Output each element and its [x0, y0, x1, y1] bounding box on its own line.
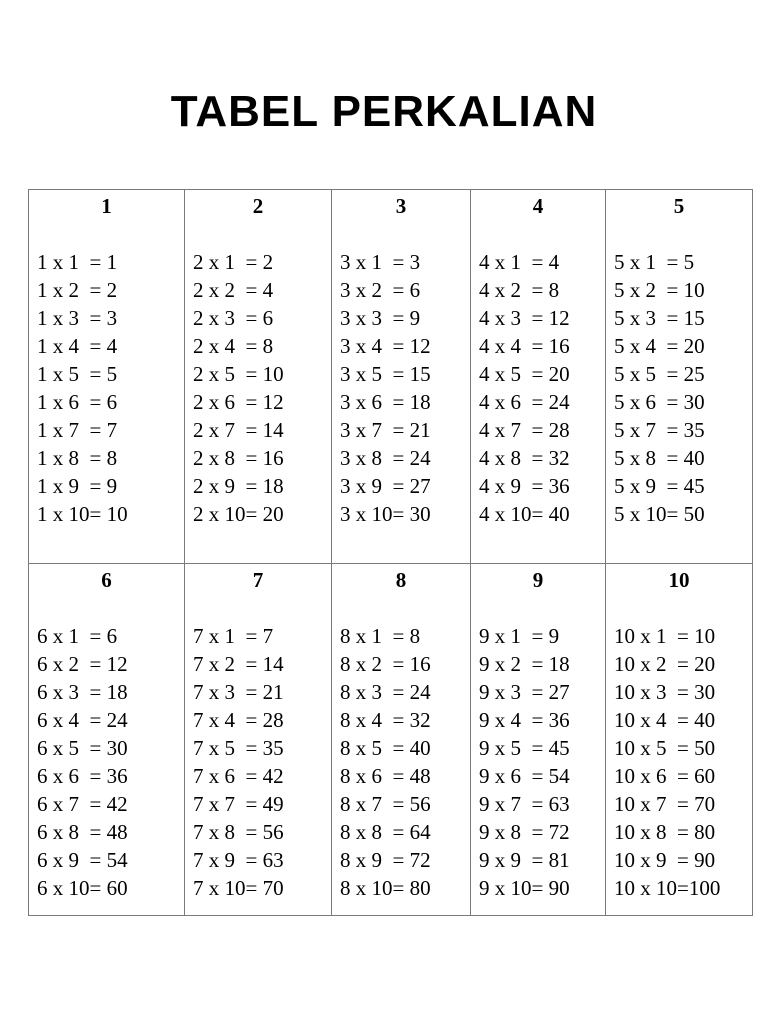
list-item: 1 x 8 = 8 — [37, 446, 118, 470]
list-item: 9 x 9 = 81 — [479, 848, 570, 872]
list-item: 8 x 2 = 16 — [340, 652, 431, 676]
list-item: 6 x 10= 60 — [37, 876, 128, 900]
multiplication-list — [37, 622, 184, 902]
list-item: 1 x 7 = 7 — [37, 418, 118, 442]
table-cell-5 — [606, 190, 753, 564]
table-cell-4 — [471, 190, 606, 564]
multiplication-list — [37, 248, 184, 528]
table-header: 9 — [532, 568, 544, 592]
list-item: 3 x 8 = 24 — [340, 446, 431, 470]
list-item: 7 x 4 = 28 — [193, 708, 284, 732]
table-cell-7 — [185, 564, 332, 916]
list-item: 8 x 4 = 32 — [340, 708, 431, 732]
list-item: 3 x 9 = 27 — [340, 474, 431, 498]
list-item: 7 x 3 = 21 — [193, 680, 284, 704]
list-item: 6 x 4 = 24 — [37, 708, 128, 732]
list-item: 9 x 7 = 63 — [479, 792, 570, 816]
list-item: 7 x 1 = 7 — [193, 624, 274, 648]
list-item: 6 x 8 = 48 — [37, 820, 128, 844]
list-item: 9 x 1 = 9 — [479, 624, 560, 648]
list-item: 1 x 4 = 4 — [37, 334, 118, 358]
list-item: 8 x 10= 80 — [340, 876, 431, 900]
list-item: 6 x 1 = 6 — [37, 624, 118, 648]
list-item: 4 x 1 = 4 — [479, 250, 560, 274]
list-item: 3 x 4 = 12 — [340, 334, 431, 358]
list-item: 3 x 1 = 3 — [340, 250, 421, 274]
table-cell-6 — [29, 564, 185, 916]
list-item: 5 x 4 = 20 — [614, 334, 705, 358]
list-item: 4 x 7 = 28 — [479, 418, 570, 442]
list-item: 4 x 8 = 32 — [479, 446, 570, 470]
list-item: 1 x 2 = 2 — [37, 278, 118, 302]
list-item: 9 x 4 = 36 — [479, 708, 570, 732]
list-item: 10 x 8 = 80 — [614, 820, 716, 844]
list-item: 6 x 6 = 36 — [37, 764, 128, 788]
list-item: 8 x 6 = 48 — [340, 764, 431, 788]
multiplication-list — [193, 622, 331, 902]
list-item: 2 x 7 = 14 — [193, 418, 284, 442]
list-item: 10 x 2 = 20 — [614, 652, 716, 676]
table-header: 3 — [395, 194, 407, 218]
list-item: 1 x 6 = 6 — [37, 390, 118, 414]
table-cell-8 — [332, 564, 471, 916]
table-cell-9 — [471, 564, 606, 916]
list-item: 10 x 4 = 40 — [614, 708, 716, 732]
list-item: 3 x 6 = 18 — [340, 390, 431, 414]
list-item: 4 x 6 = 24 — [479, 390, 570, 414]
list-item: 4 x 10= 40 — [479, 502, 570, 526]
multiplication-list — [614, 248, 752, 528]
table-header: 6 — [101, 568, 112, 592]
list-item: 4 x 2 = 8 — [479, 278, 560, 302]
list-item: 9 x 8 = 72 — [479, 820, 570, 844]
list-item: 3 x 2 = 6 — [340, 278, 421, 302]
list-item: 3 x 5 = 15 — [340, 362, 431, 386]
list-item: 5 x 8 = 40 — [614, 446, 705, 470]
multiplication-table — [28, 189, 753, 916]
list-item: 3 x 7 = 21 — [340, 418, 431, 442]
list-item: 6 x 2 = 12 — [37, 652, 128, 676]
list-item: 2 x 9 = 18 — [193, 474, 284, 498]
list-item: 5 x 6 = 30 — [614, 390, 705, 414]
list-item: 4 x 4 = 16 — [479, 334, 570, 358]
list-item: 2 x 2 = 4 — [193, 278, 274, 302]
list-item: 10 x 7 = 70 — [614, 792, 716, 816]
list-item: 7 x 5 = 35 — [193, 736, 284, 760]
list-item: 5 x 5 = 25 — [614, 362, 705, 386]
multiplication-list — [340, 622, 470, 902]
list-item: 1 x 10= 10 — [37, 502, 128, 526]
table-cell-1 — [29, 190, 185, 564]
list-item: 5 x 3 = 15 — [614, 306, 705, 330]
list-item: 8 x 7 = 56 — [340, 792, 431, 816]
list-item: 9 x 3 = 27 — [479, 680, 570, 704]
list-item: 2 x 5 = 10 — [193, 362, 284, 386]
list-item: 5 x 9 = 45 — [614, 474, 705, 498]
multiplication-list — [479, 248, 605, 528]
list-item: 4 x 9 = 36 — [479, 474, 570, 498]
table-cell-2 — [185, 190, 332, 564]
list-item: 1 x 9 = 9 — [37, 474, 118, 498]
list-item: 6 x 7 = 42 — [37, 792, 128, 816]
list-item: 4 x 3 = 12 — [479, 306, 570, 330]
list-item: 1 x 3 = 3 — [37, 306, 118, 330]
list-item: 2 x 4 = 8 — [193, 334, 274, 358]
list-item: 2 x 1 = 2 — [193, 250, 274, 274]
list-item: 2 x 6 = 12 — [193, 390, 284, 414]
table-header: 5 — [673, 194, 685, 218]
list-item: 8 x 1 = 8 — [340, 624, 421, 648]
list-item: 1 x 1 = 1 — [37, 250, 118, 274]
list-item: 10 x 10=100 — [614, 876, 721, 900]
list-item: 7 x 8 = 56 — [193, 820, 284, 844]
list-item: 7 x 7 = 49 — [193, 792, 284, 816]
list-item: 7 x 6 = 42 — [193, 764, 284, 788]
list-item: 5 x 2 = 10 — [614, 278, 705, 302]
list-item: 7 x 9 = 63 — [193, 848, 284, 872]
list-item: 10 x 6 = 60 — [614, 764, 716, 788]
list-item: 4 x 5 = 20 — [479, 362, 570, 386]
list-item: 2 x 3 = 6 — [193, 306, 274, 330]
table-row — [29, 564, 753, 916]
multiplication-list — [614, 622, 752, 902]
list-item: 6 x 9 = 54 — [37, 848, 128, 872]
list-item: 5 x 1 = 5 — [614, 250, 695, 274]
list-item: 9 x 10= 90 — [479, 876, 570, 900]
table-cell-10 — [606, 564, 753, 916]
table-header: 4 — [532, 194, 544, 218]
list-item: 3 x 3 = 9 — [340, 306, 421, 330]
table-header: 1 — [101, 194, 112, 218]
list-item: 9 x 5 = 45 — [479, 736, 570, 760]
list-item: 10 x 9 = 90 — [614, 848, 716, 872]
list-item: 1 x 5 = 5 — [37, 362, 118, 386]
list-item: 10 x 5 = 50 — [614, 736, 716, 760]
list-item: 5 x 7 = 35 — [614, 418, 705, 442]
multiplication-list — [479, 622, 605, 902]
table-header: 2 — [252, 194, 264, 218]
table-row — [29, 190, 753, 564]
list-item: 10 x 3 = 30 — [614, 680, 716, 704]
list-item: 9 x 6 = 54 — [479, 764, 570, 788]
list-item: 3 x 10= 30 — [340, 502, 431, 526]
multiplication-list — [193, 248, 331, 528]
multiplication-list — [340, 248, 470, 528]
table-header: 8 — [395, 568, 407, 592]
list-item: 10 x 1 = 10 — [614, 624, 716, 648]
table-header: 7 — [252, 568, 264, 592]
list-item: 7 x 10= 70 — [193, 876, 284, 900]
list-item: 5 x 10= 50 — [614, 502, 705, 526]
list-item: 7 x 2 = 14 — [193, 652, 284, 676]
list-item: 8 x 3 = 24 — [340, 680, 431, 704]
list-item: 2 x 8 = 16 — [193, 446, 284, 470]
page-title: TABEL PERKALIAN — [170, 87, 598, 136]
table-cell-3 — [332, 190, 471, 564]
list-item: 6 x 5 = 30 — [37, 736, 128, 760]
list-item: 9 x 2 = 18 — [479, 652, 570, 676]
list-item: 2 x 10= 20 — [193, 502, 284, 526]
list-item: 8 x 5 = 40 — [340, 736, 431, 760]
list-item: 6 x 3 = 18 — [37, 680, 128, 704]
table-header: 10 — [668, 568, 690, 592]
list-item: 8 x 9 = 72 — [340, 848, 431, 872]
list-item: 8 x 8 = 64 — [340, 820, 431, 844]
